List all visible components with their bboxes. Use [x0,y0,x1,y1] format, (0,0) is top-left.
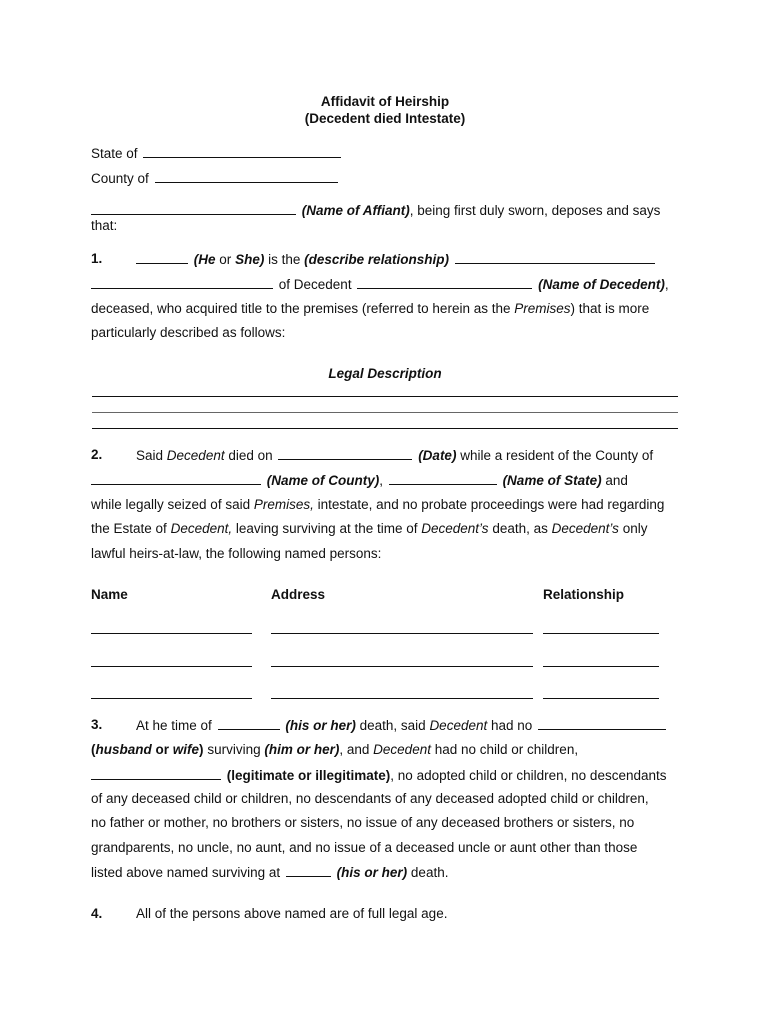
state-name-blank[interactable] [389,472,497,485]
heir-name-field[interactable] [91,666,252,667]
paren-open: ( [91,742,96,757]
paragraph-2-line-5: lawful heirs-at-law, the following named persons: [91,546,382,561]
county-label: County of [91,171,149,186]
document-subtitle: (Decedent died Intestate) [304,111,466,126]
heir-name-field[interactable] [91,698,252,699]
p3-line7a: listed above named surviving at [91,865,281,880]
state-blank[interactable] [143,145,341,158]
paragraph-4-text: All of the persons above named are of full legal age. [136,906,448,921]
p3-line3: , no adopted child or children, no descendants [390,768,667,783]
relationship-blank-2[interactable] [91,276,273,289]
p2-line3a: while legally seized of said [91,497,251,512]
legitimate-label: (legitimate or illegitimate) [226,768,391,783]
county-line [91,170,340,186]
surviving-label: surviving [207,742,261,757]
heir-relationship-field[interactable] [543,633,659,634]
paragraph-1-line-3 [91,301,649,316]
paragraph-3-number: 3. [91,717,103,732]
p1-line3b: ) that is more [570,301,650,316]
premises-italic: Premises [514,301,571,316]
comma: , [664,277,669,292]
name-of-state-label: (Name of State) [502,473,602,488]
or-label: or [219,252,232,267]
his-or-her-label: (his or her) [336,865,408,880]
decedent-name-blank[interactable] [357,276,532,289]
paragraph-2-number: 2. [91,447,103,462]
paragraph-3-line-1 [136,717,668,733]
said-label: Said [136,448,164,463]
legal-description-line[interactable] [92,412,678,413]
paragraph-4-number: 4. [91,906,103,921]
premises-italic: Premises, [253,497,314,512]
of-decedent-label: of Decedent [278,277,352,292]
comma: , [379,473,384,488]
heir-name-field[interactable] [91,633,252,634]
affiant-line [91,202,660,218]
p2-line4a: the Estate of [91,521,167,536]
p1-line3a: deceased, who acquired title to the premises (referred to herein as the [91,301,511,316]
his-her-blank[interactable] [218,717,280,730]
legitimacy-blank[interactable] [91,767,221,780]
state-line [91,145,343,161]
and-label: and [605,473,628,488]
paragraph-3-line-5: no father or mother, no brothers or sisters, no issue of any deceased brothers or sisters, no [91,815,635,830]
his-her-blank-2[interactable] [286,864,331,877]
paragraph-2-line-2 [91,472,628,488]
p2-line3b: intestate, and no probate proceedings were had regarding [317,497,665,512]
paragraph-2-line-4 [91,521,647,536]
paragraph-3-line-2 [91,742,578,757]
p2-line4c: death, as [492,521,548,536]
heir-relationship-field[interactable] [543,666,659,667]
decedent-italic: Decedent [373,742,431,757]
decedent-italic: Decedent [166,448,225,463]
heirs-header-relationship: Relationship [543,587,625,602]
paragraph-1-line-1 [136,251,657,267]
his-or-her-label: (his or her) [285,718,356,733]
him-or-her-label: (him or her) [264,742,340,757]
or-label: or [155,742,170,757]
date-blank[interactable] [278,447,412,460]
affiant-text: , being first duly sworn, deposes and says [409,203,661,218]
paragraph-3-line-6: grandparents, no uncle, no aunt, and no issue of a deceased uncle or aunt other than those [91,840,638,855]
name-of-decedent-label: (Name of Decedent) [538,277,665,292]
describe-relationship-label: (describe relationship) [304,252,449,267]
heir-address-field[interactable] [271,666,533,667]
paren-close: ) [199,742,204,757]
affiant-name-label: (Name of Affiant) [301,203,410,218]
wife-label: wife [172,742,200,757]
paragraph-1-line-2 [91,276,669,292]
heir-relationship-field[interactable] [543,698,659,699]
legal-description-heading: Legal Description [328,366,442,381]
decedent-italic: Decedent [429,718,488,733]
she-label: She) [235,252,265,267]
decedents-italic: Decedent’s [421,521,489,536]
he-she-blank[interactable] [136,251,188,264]
paragraph-3-line-3 [91,767,667,783]
heir-address-field[interactable] [271,698,533,699]
he-label: (He [193,252,216,267]
paragraph-2-line-1 [136,447,653,463]
decedent-italic: Decedent, [170,521,233,536]
paragraph-3-line-4: of any deceased child or children, no descendants of any deceased adopted child or children, [91,791,649,806]
heir-address-field[interactable] [271,633,533,634]
county-name-blank[interactable] [91,472,261,485]
legal-description-line[interactable] [92,396,678,397]
affiant-name-blank[interactable] [91,202,296,215]
paragraph-1-line-4: particularly described as follows: [91,325,286,340]
county-blank[interactable] [155,170,338,183]
death-said-label: death, said [359,718,426,733]
relationship-blank[interactable] [455,251,655,264]
husband-label: husband [95,742,152,757]
resident-label: while a resident of the County of [460,448,654,463]
state-label: State of [91,146,138,161]
legal-description-line[interactable] [92,428,678,429]
document-title: Affidavit of Heirship [320,94,450,109]
at-time-label: At he time of [136,718,212,733]
paragraph-2-line-3 [91,497,664,512]
heirs-header-name: Name [91,587,128,602]
spouse-blank[interactable] [538,717,666,730]
had-no-child-label: had no child or children, [434,742,579,757]
p3-line7b: death. [410,865,449,880]
affiant-that: that: [91,218,118,233]
died-on-label: died on [228,448,273,463]
name-of-county-label: (Name of County) [266,473,380,488]
paragraph-1-number: 1. [91,251,103,266]
decedents-italic: Decedent’s [551,521,619,536]
paragraph-3-line-7 [91,864,448,880]
is-the-label: is the [268,252,301,267]
p2-line4d: only [622,521,648,536]
and-label: , and [339,742,370,757]
p2-line4b: leaving surviving at the time of [235,521,418,536]
date-label: (Date) [418,448,457,463]
had-no-label: had no [491,718,533,733]
heirs-header-address: Address [271,587,326,602]
